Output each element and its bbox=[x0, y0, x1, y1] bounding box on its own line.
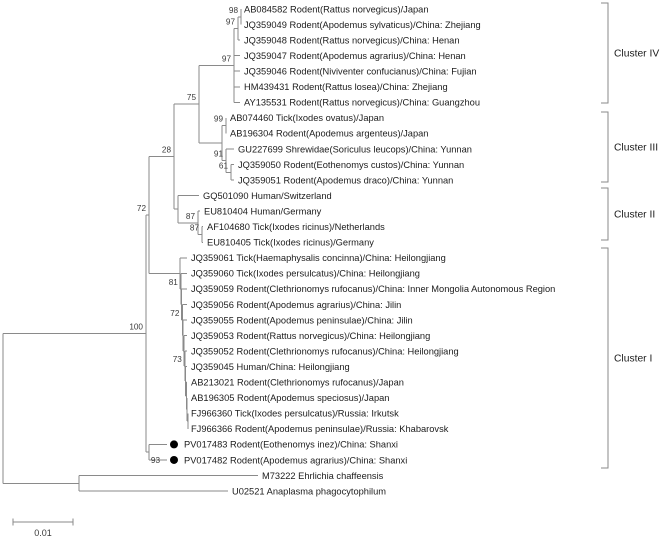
taxon-label: JQ359049 Rodent(Apodemus sylvaticus)/China: Zhejiang bbox=[244, 19, 481, 30]
cluster-bracket bbox=[601, 248, 608, 468]
bootstrap-label: 98 bbox=[228, 5, 238, 15]
taxon-label: HM439431 Rodent(Rattus losea)/China: Zhejiang bbox=[244, 82, 448, 93]
taxon-label: JQ359046 Rodent(Niviventer confucianus)/China: Fujian bbox=[244, 66, 477, 77]
novel-strain-marker bbox=[170, 456, 178, 464]
taxon-label: FJ966360 Tick(Ixodes persulcatus)/Russia: Irkutsk bbox=[191, 408, 399, 419]
taxon-label: AB196305 Rodent(Apodemus speciosus)/Japan bbox=[191, 393, 390, 404]
taxon-label: JQ359055 Rodent(Apodemus peninsulae)/China: Jilin bbox=[191, 315, 413, 326]
taxon-label: JQ359059 Rodent(Clethrionomys rufocanus)/China: Inner Mongolia Autonomous Region bbox=[191, 284, 556, 295]
taxon-label: AF104680 Tick(Ixodes ricinus)/Netherlands bbox=[207, 222, 385, 232]
taxon-label: M73222 Ehrlichia chaffeensis bbox=[262, 470, 384, 481]
cluster-bracket bbox=[601, 112, 608, 182]
taxon-label: JQ359050 Rodent(Eothenomys custos)/China: Yunnan bbox=[238, 159, 465, 170]
cluster-bracket bbox=[601, 188, 608, 240]
bootstrap-label: 72 bbox=[170, 308, 180, 318]
taxon-label: FJ966366 Rodent(Apodemus peninsulae)/Russia: Khabarovsk bbox=[191, 424, 449, 435]
cluster-label: Cluster IV bbox=[614, 48, 660, 60]
bootstrap-label: 97 bbox=[221, 54, 231, 64]
taxon-label: JQ359048 Rodent(Rattus norvegicus)/China: Henan bbox=[244, 35, 460, 46]
taxon-label: JQ359060 Tick(Ixodes persulcatus)/China: Heilongjiang bbox=[191, 268, 420, 279]
taxon-label: JQ359045 Human/China: Heilongjiang bbox=[191, 361, 350, 372]
bootstrap-label: 75 bbox=[186, 93, 196, 103]
taxon-label: JQ359047 Rodent(Apodemus agrarius)/China: Henan bbox=[244, 50, 466, 61]
bootstrap-label: 91 bbox=[213, 149, 223, 159]
taxon-label: JQ359052 Rodent(Clethrionomys rufocanus)/China: Heilongjiang bbox=[191, 346, 459, 357]
novel-strain-marker bbox=[170, 440, 178, 448]
bootstrap-label: 100 bbox=[129, 322, 143, 332]
bootstrap-label: 97 bbox=[225, 17, 235, 27]
taxon-label: EU810405 Tick(Ixodes ricinus)/Germany bbox=[207, 237, 374, 248]
taxon-label: JQ359061 Tick(Haemaphysalis concinna)/China: Heilongjiang bbox=[191, 253, 446, 264]
bootstrap-label: 61 bbox=[218, 161, 228, 171]
cluster-label: Cluster III bbox=[614, 142, 659, 154]
taxon-label: AB196304 Rodent(Apodemus argenteus)/Japan bbox=[230, 128, 429, 139]
bootstrap-label: 72 bbox=[136, 204, 146, 214]
taxon-label: AY135531 Rodent(Rattus norvegicus)/China: Guangzhou bbox=[244, 97, 481, 108]
cluster-label: Cluster II bbox=[614, 209, 656, 221]
taxon-label: GQ501090 Human/Switzerland bbox=[203, 190, 332, 201]
bootstrap-label: 87 bbox=[189, 223, 199, 233]
scale-bar-label: 0.01 bbox=[34, 528, 52, 538]
taxon-label: AB074460 Tick(Ixodes ovatus)/Japan bbox=[230, 113, 385, 124]
taxon-label: JQ359056 Rodent(Apodemus agrarius)/China: Jilin bbox=[191, 299, 402, 310]
taxon-label: GU227699 Shrewidae(Soriculus leucops)/China: Yunnan bbox=[238, 144, 472, 155]
taxon-label: AB084582 Rodent(Rattus norvegicus)/Japan bbox=[244, 4, 429, 15]
bootstrap-label: 81 bbox=[168, 277, 178, 287]
bootstrap-label: 28 bbox=[161, 145, 171, 155]
taxon-label: JQ359051 Rodent(Apodemus draco)/China: Yunnan bbox=[238, 175, 454, 186]
taxon-label: JQ359053 Rodent(Rattus norvegicus)/China: Heilongjiang bbox=[191, 330, 431, 341]
cluster-bracket bbox=[601, 3, 608, 103]
bootstrap-label: 93 bbox=[150, 456, 160, 466]
bootstrap-label: 73 bbox=[172, 355, 182, 365]
bootstrap-label: 99 bbox=[213, 114, 223, 124]
taxon-label: PV017482 Rodent(Apodemus agrarius)/China: Shanxi bbox=[184, 455, 408, 466]
bootstrap-label: 87 bbox=[185, 211, 195, 221]
taxon-label: U02521 Anaplasma phagocytophilum bbox=[232, 486, 387, 497]
cluster-label: Cluster I bbox=[614, 353, 653, 365]
taxon-label: EU810404 Human/Germany bbox=[204, 206, 322, 217]
taxon-label: PV017483 Rodent(Eothenomys inez)/China: Shanxi bbox=[184, 439, 398, 450]
taxon-label: AB213021 Rodent(Clethrionomys rufocanus)/Japan bbox=[191, 377, 404, 388]
